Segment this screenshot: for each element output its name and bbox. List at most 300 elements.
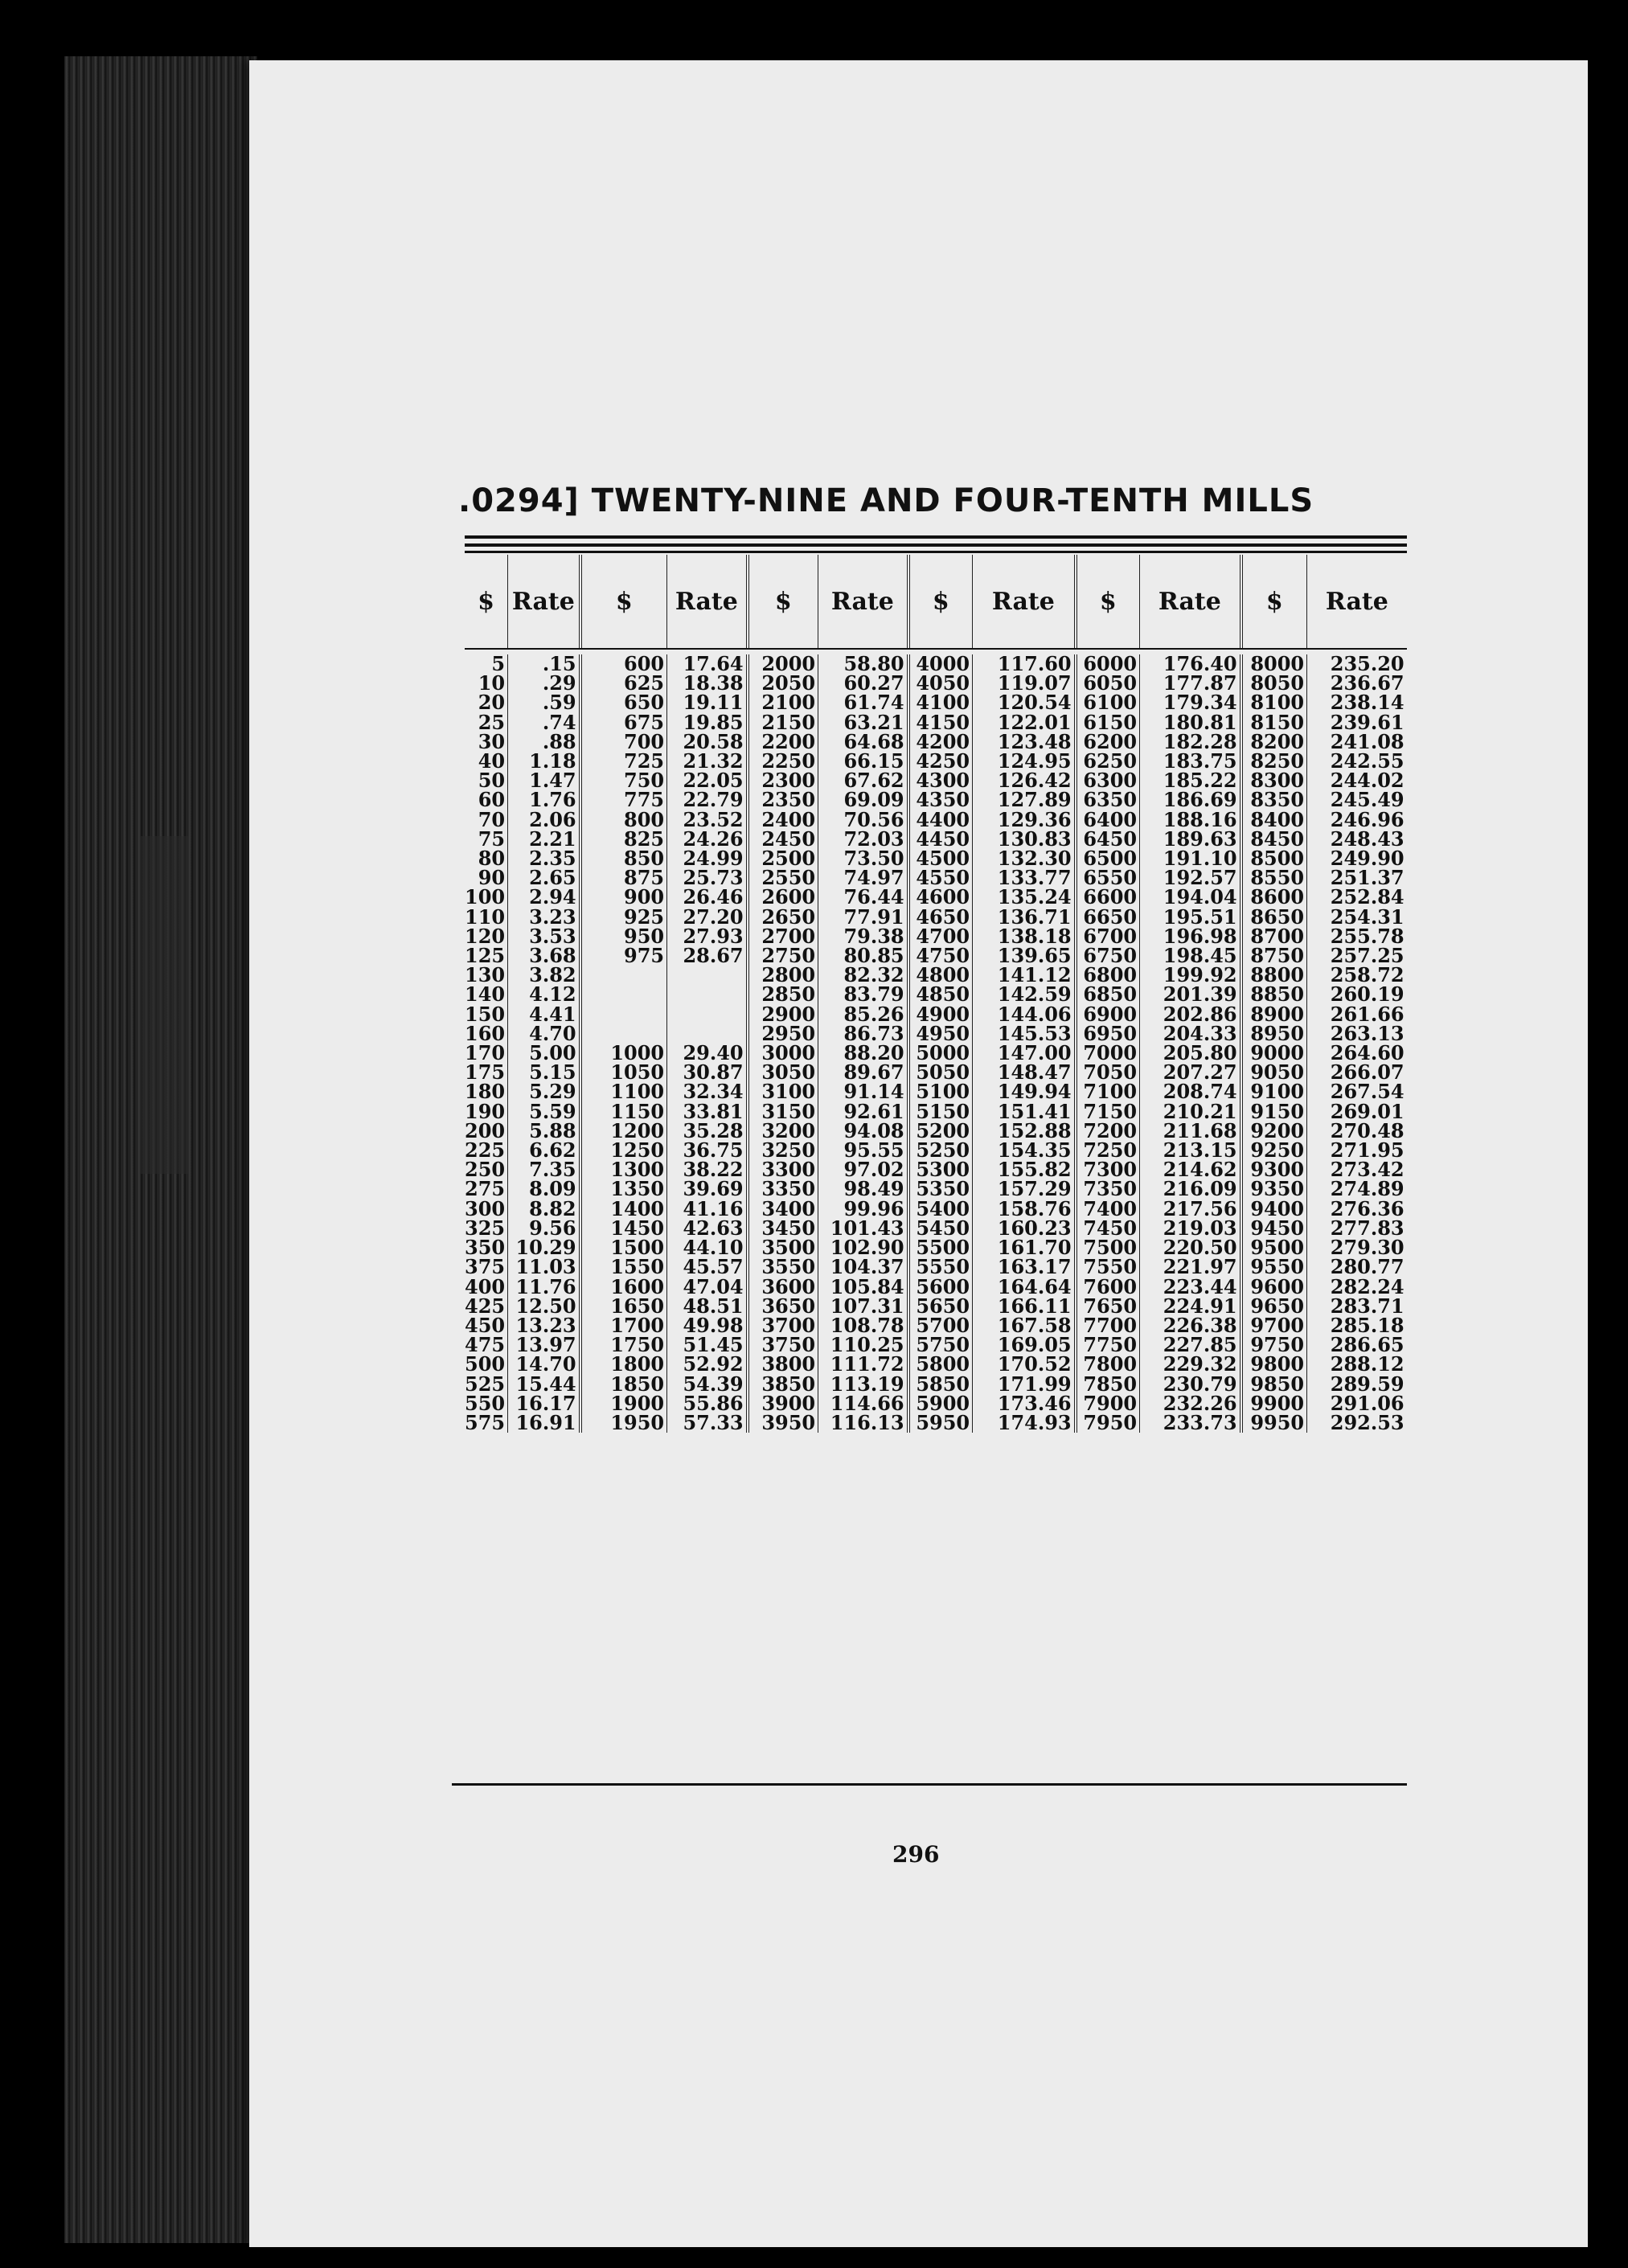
amount-cell: 6750 — [1076, 946, 1140, 966]
rate-cell: 28.67 — [667, 946, 748, 966]
rate-cell: 183.75 — [1140, 752, 1241, 771]
rate-cell: 276.36 — [1330, 1196, 1405, 1220]
amount-cell: 2150 — [748, 713, 818, 732]
amount-cell: 425 — [465, 1297, 508, 1316]
amount-cell: 7750 — [1076, 1335, 1140, 1355]
rate-cell: 2.94 — [508, 888, 580, 907]
amount-cell: 70 — [465, 810, 508, 830]
amount-cell: 8350 — [1241, 790, 1307, 810]
amount-cell: 8000 — [1241, 654, 1307, 674]
amount-cell: 7400 — [1076, 1200, 1140, 1219]
rate-cell: 279.30 — [1330, 1236, 1405, 1260]
amount-cell: 5150 — [908, 1102, 973, 1122]
rate-cell: 126.42 — [973, 771, 1076, 790]
rate-cell: 123.48 — [973, 732, 1076, 752]
amount-cell: 475 — [465, 1335, 508, 1355]
amount-cell: 1800 — [580, 1355, 667, 1374]
rate-cell: 117.60 — [973, 654, 1076, 674]
amount-cell: 7800 — [1076, 1355, 1140, 1374]
amount-cell: 7600 — [1076, 1278, 1140, 1297]
rate-cell: 277.83 — [1330, 1216, 1405, 1240]
rate-cell: 8.82 — [508, 1200, 580, 1219]
amount-cell: 4450 — [908, 830, 973, 849]
amount-cell: 7200 — [1076, 1122, 1140, 1141]
amount-cell: 2700 — [748, 927, 818, 946]
amount-cell: 8100 — [1241, 693, 1307, 712]
amount-cell: 1950 — [580, 1413, 667, 1433]
amount-cell: 4250 — [908, 752, 973, 771]
amount-cell: 400 — [465, 1278, 508, 1297]
amount-cell: 3650 — [748, 1297, 818, 1316]
rate-cell: 257.25 — [1330, 944, 1405, 968]
rate-cell: 77.91 — [818, 908, 908, 927]
rate-cell: 85.26 — [818, 1005, 908, 1024]
rate-cell: 174.93 — [973, 1413, 1076, 1433]
amount-cell: 775 — [580, 790, 667, 810]
amount-cell: 4750 — [908, 946, 973, 966]
amount-cell: 160 — [465, 1024, 508, 1044]
amount-cell: 675 — [580, 713, 667, 732]
amount-cell: 3350 — [748, 1179, 818, 1199]
amount-cell — [580, 966, 667, 985]
amount-cell: 3850 — [748, 1375, 818, 1394]
rate-cell: 105.84 — [818, 1278, 908, 1297]
amount-cell: 4200 — [908, 732, 973, 752]
rate-cell: .88 — [508, 732, 580, 752]
rate-cell: 26.46 — [667, 888, 748, 907]
amount-cell: 3600 — [748, 1278, 818, 1297]
rate-cell: 22.79 — [667, 790, 748, 810]
rate-cell: 201.39 — [1140, 985, 1241, 1004]
rate-cell: 4.70 — [508, 1024, 580, 1044]
rate-cell: 166.11 — [973, 1297, 1076, 1316]
rate-cell: 2.06 — [508, 810, 580, 830]
amount-cell: 9150 — [1241, 1102, 1307, 1122]
rate-cell: 16.91 — [508, 1413, 580, 1433]
rate-cell: 232.26 — [1140, 1394, 1241, 1413]
rate-cell: 196.98 — [1140, 927, 1241, 946]
amount-header: $ — [580, 555, 667, 648]
amount-cell: 375 — [465, 1257, 508, 1277]
rate-cell: 163.17 — [973, 1257, 1076, 1277]
rate-cell: 158.76 — [973, 1200, 1076, 1219]
amount-cell: 4150 — [908, 713, 973, 732]
rate-cell: .59 — [508, 693, 580, 712]
amount-cell: 9250 — [1241, 1141, 1307, 1160]
rate-cell: 245.49 — [1330, 788, 1405, 812]
amount-cell: 2550 — [748, 868, 818, 888]
rate-cell: 176.40 — [1140, 654, 1241, 674]
amount-cell: 5500 — [908, 1238, 973, 1257]
amount-cell: 5700 — [908, 1316, 973, 1335]
rate-cell: 61.74 — [818, 693, 908, 712]
top-rule — [465, 543, 1407, 547]
amount-cell: 4400 — [908, 810, 973, 830]
rate-cell: 248.43 — [1330, 826, 1405, 851]
page-number: 296 — [892, 1841, 940, 1868]
amount-cell: 5200 — [908, 1122, 973, 1141]
rate-cell: 41.16 — [667, 1200, 748, 1219]
amount-cell: 3200 — [748, 1122, 818, 1141]
rate-cell: 119.07 — [973, 674, 1076, 693]
amount-cell: 80 — [465, 849, 508, 868]
rate-cell: 154.35 — [973, 1141, 1076, 1160]
rate-cell: 164.64 — [973, 1278, 1076, 1297]
rate-cell: 2.35 — [508, 849, 580, 868]
rate-cell: 48.51 — [667, 1297, 748, 1316]
rate-cell: 291.06 — [1330, 1391, 1405, 1415]
rate-cell: 22.05 — [667, 771, 748, 790]
amount-cell: 9450 — [1241, 1219, 1307, 1238]
amount-cell: 8050 — [1241, 674, 1307, 693]
rate-cell: 227.85 — [1140, 1335, 1241, 1355]
rate-cell: 273.42 — [1330, 1158, 1405, 1182]
rate-cell: 230.79 — [1140, 1375, 1241, 1394]
rate-cell: 110.25 — [818, 1335, 908, 1355]
amount-cell: 825 — [580, 830, 667, 849]
rate-cell: 45.57 — [667, 1257, 748, 1277]
amount-cell: 700 — [580, 732, 667, 752]
rate-cell: 99.96 — [818, 1200, 908, 1219]
rate-cell: 1.76 — [508, 790, 580, 810]
rate-cell: 5.15 — [508, 1063, 580, 1082]
rate-cell: 20.58 — [667, 732, 748, 752]
amount-cell: 5600 — [908, 1278, 973, 1297]
rate-cell: 269.01 — [1330, 1099, 1405, 1123]
rate-cell: 157.29 — [973, 1179, 1076, 1199]
amount-cell: 575 — [465, 1413, 508, 1433]
rate-cell: 255.78 — [1330, 924, 1405, 948]
rate-cell: 67.62 — [818, 771, 908, 790]
amount-cell: 2350 — [748, 790, 818, 810]
rate-cell: 170.52 — [973, 1355, 1076, 1374]
amount-cell: 875 — [580, 868, 667, 888]
amount-cell: 1050 — [580, 1063, 667, 1082]
rate-cell: 221.97 — [1140, 1257, 1241, 1277]
rate-cell: 47.04 — [667, 1278, 748, 1297]
rate-cell: 144.06 — [973, 1005, 1076, 1024]
amount-cell: 6550 — [1076, 868, 1140, 888]
rate-cell: 9.56 — [508, 1219, 580, 1238]
amount-cell: 2600 — [748, 888, 818, 907]
rate-cell: 130.83 — [973, 830, 1076, 849]
rate-cell: 66.15 — [818, 752, 908, 771]
amount-cell: 4900 — [908, 1005, 973, 1024]
amount-cell: 6900 — [1076, 1005, 1140, 1024]
rate-cell: 8.09 — [508, 1179, 580, 1199]
amount-header: $ — [1076, 555, 1140, 648]
rate-cell: 19.85 — [667, 713, 748, 732]
amount-cell: 850 — [580, 849, 667, 868]
rate-cell: 13.97 — [508, 1335, 580, 1355]
amount-cell: 1600 — [580, 1278, 667, 1297]
rate-cell: 177.87 — [1140, 674, 1241, 693]
rate-cell: 139.65 — [973, 946, 1076, 966]
amount-cell: 325 — [465, 1219, 508, 1238]
rate-cell: 80.85 — [818, 946, 908, 966]
rate-cell: 1.18 — [508, 752, 580, 771]
amount-cell: 6400 — [1076, 810, 1140, 830]
rate-cell: 120.54 — [973, 693, 1076, 712]
rate-cell: 94.08 — [818, 1122, 908, 1141]
rate-cell: 36.75 — [667, 1141, 748, 1160]
rate-cell: 76.44 — [818, 888, 908, 907]
amount-cell: 5450 — [908, 1219, 973, 1238]
amount-cell: 20 — [465, 693, 508, 712]
rate-cell: 288.12 — [1330, 1352, 1405, 1376]
rate-cell: 191.10 — [1140, 849, 1241, 868]
rate-cell: 235.20 — [1330, 652, 1405, 675]
rate-cell: 107.31 — [818, 1297, 908, 1316]
amount-cell: 6850 — [1076, 985, 1140, 1004]
amount-cell: 5 — [465, 654, 508, 674]
amount-header: $ — [748, 555, 818, 648]
amount-cell: 140 — [465, 985, 508, 1004]
rate-cell: 216.09 — [1140, 1179, 1241, 1199]
amount-cell: 1450 — [580, 1219, 667, 1238]
rate-cell: 27.20 — [667, 908, 748, 927]
rate-cell: 3.68 — [508, 946, 580, 966]
rate-cell: 10.29 — [508, 1238, 580, 1257]
rate-cell: 132.30 — [973, 849, 1076, 868]
rate-cell: 69.09 — [818, 790, 908, 810]
amount-cell: 7050 — [1076, 1063, 1140, 1082]
amount-cell: 1350 — [580, 1179, 667, 1199]
amount-cell — [580, 985, 667, 1004]
amount-cell: 9550 — [1241, 1257, 1307, 1277]
amount-cell: 625 — [580, 674, 667, 693]
rate-cell: 72.03 — [818, 830, 908, 849]
bottom-rule — [452, 1783, 1407, 1786]
table-header-row — [465, 555, 1407, 648]
rate-cell: 92.61 — [818, 1102, 908, 1122]
amount-cell: 8950 — [1241, 1024, 1307, 1044]
rate-cell: 149.94 — [973, 1082, 1076, 1101]
rate-cell: 145.53 — [973, 1024, 1076, 1044]
rate-cell — [667, 1005, 748, 1024]
rate-cell: 251.37 — [1330, 866, 1405, 890]
rate-cell: 274.89 — [1330, 1177, 1405, 1201]
rate-table — [465, 555, 1407, 1433]
rate-cell: 155.82 — [973, 1160, 1076, 1179]
rate-cell: 207.27 — [1140, 1063, 1241, 1082]
amount-cell: 6950 — [1076, 1024, 1140, 1044]
amount-cell: 4950 — [908, 1024, 973, 1044]
amount-cell: 4600 — [908, 888, 973, 907]
rate-cell: 15.44 — [508, 1375, 580, 1394]
rate-cell: 60.27 — [818, 674, 908, 693]
amount-cell: 450 — [465, 1316, 508, 1335]
amount-cell: 5000 — [908, 1044, 973, 1063]
rate-cell: 241.08 — [1330, 729, 1405, 753]
table-row — [465, 1257, 1407, 1277]
amount-cell: 175 — [465, 1063, 508, 1082]
rate-cell: 86.73 — [818, 1024, 908, 1044]
amount-cell: 9300 — [1241, 1160, 1307, 1179]
rate-cell: 223.44 — [1140, 1278, 1241, 1297]
amount-header: $ — [908, 555, 973, 648]
amount-cell: 8850 — [1241, 985, 1307, 1004]
rate-cell: 135.24 — [973, 888, 1076, 907]
rate-cell: 236.67 — [1330, 671, 1405, 695]
rate-cell: 35.28 — [667, 1122, 748, 1141]
amount-cell: 60 — [465, 790, 508, 810]
amount-cell: 6450 — [1076, 830, 1140, 849]
rate-cell: 14.70 — [508, 1355, 580, 1374]
amount-cell: 900 — [580, 888, 667, 907]
rate-cell: 25.73 — [667, 868, 748, 888]
amount-cell: 1500 — [580, 1238, 667, 1257]
rate-cell: 141.12 — [973, 966, 1076, 985]
rate-cell: 58.80 — [818, 654, 908, 674]
amount-cell: 6800 — [1076, 966, 1140, 985]
rate-cell: 254.31 — [1330, 904, 1405, 929]
rate-cell: 220.50 — [1140, 1238, 1241, 1257]
amount-cell: 6500 — [1076, 849, 1140, 868]
amount-cell: 75 — [465, 830, 508, 849]
amount-cell: 5650 — [908, 1297, 973, 1316]
rate-cell: 98.49 — [818, 1179, 908, 1199]
rate-cell: 83.79 — [818, 985, 908, 1004]
rate-header: Rate — [508, 555, 580, 648]
rate-cell: 264.60 — [1330, 1041, 1405, 1065]
rate-cell: 63.21 — [818, 713, 908, 732]
amount-cell: 5950 — [908, 1413, 973, 1433]
amount-cell: 1400 — [580, 1200, 667, 1219]
rate-cell: 195.51 — [1140, 908, 1241, 927]
rate-cell: 285.18 — [1330, 1313, 1405, 1337]
rate-cell: 82.32 — [818, 966, 908, 985]
rate-cell: 102.90 — [818, 1238, 908, 1257]
rate-cell: 205.80 — [1140, 1044, 1241, 1063]
amount-cell: 8300 — [1241, 771, 1307, 790]
rate-cell: 244.02 — [1330, 769, 1405, 793]
amount-cell: 9050 — [1241, 1063, 1307, 1082]
amount-cell: 9000 — [1241, 1044, 1307, 1063]
rate-cell: 213.15 — [1140, 1141, 1241, 1160]
rate-cell: 74.97 — [818, 868, 908, 888]
rate-cell: 30.87 — [667, 1063, 748, 1082]
amount-cell: 100 — [465, 888, 508, 907]
rate-cell: 13.23 — [508, 1316, 580, 1335]
rate-cell: 24.26 — [667, 830, 748, 849]
amount-cell: 8250 — [1241, 752, 1307, 771]
rate-cell: 57.33 — [667, 1413, 748, 1433]
amount-cell: 110 — [465, 908, 508, 927]
rate-cell: .29 — [508, 674, 580, 693]
amount-cell: 1300 — [580, 1160, 667, 1179]
amount-cell: 1700 — [580, 1316, 667, 1335]
rate-cell: 136.71 — [973, 908, 1076, 927]
rate-cell: 152.88 — [973, 1122, 1076, 1141]
amount-cell: 8900 — [1241, 1005, 1307, 1024]
amount-cell: 9100 — [1241, 1082, 1307, 1101]
amount-cell: 125 — [465, 946, 508, 966]
amount-cell: 300 — [465, 1200, 508, 1219]
amount-cell: 225 — [465, 1141, 508, 1160]
rate-cell: 101.43 — [818, 1219, 908, 1238]
amount-cell: 2900 — [748, 1005, 818, 1024]
rate-cell: 114.66 — [818, 1394, 908, 1413]
amount-cell: 4800 — [908, 966, 973, 985]
amount-cell: 600 — [580, 654, 667, 674]
amount-cell: 6100 — [1076, 693, 1140, 712]
rate-cell: 88.20 — [818, 1044, 908, 1063]
rate-header: Rate — [667, 555, 748, 648]
amount-cell: 5300 — [908, 1160, 973, 1179]
amount-cell: 6300 — [1076, 771, 1140, 790]
amount-cell — [580, 1005, 667, 1024]
rate-cell: 17.64 — [667, 654, 748, 674]
amount-cell: 7700 — [1076, 1316, 1140, 1335]
amount-cell: 3100 — [748, 1082, 818, 1101]
header-rule — [465, 648, 1407, 650]
rate-cell: 64.68 — [818, 732, 908, 752]
rate-cell: 242.55 — [1330, 749, 1405, 773]
amount-cell: 7000 — [1076, 1044, 1140, 1063]
rate-header: Rate — [973, 555, 1076, 648]
rate-cell: 192.57 — [1140, 868, 1241, 888]
rate-cell: 271.95 — [1330, 1138, 1405, 1163]
amount-cell: 3150 — [748, 1102, 818, 1122]
rate-header: Rate — [818, 555, 908, 648]
rate-cell: 283.71 — [1330, 1294, 1405, 1318]
rate-cell: 260.19 — [1330, 982, 1405, 1007]
amount-cell: 925 — [580, 908, 667, 927]
rate-cell: 129.36 — [973, 810, 1076, 830]
rate-cell: 11.76 — [508, 1278, 580, 1297]
rate-cell: 5.29 — [508, 1082, 580, 1101]
amount-cell: 1200 — [580, 1122, 667, 1141]
rate-cell: 258.72 — [1330, 963, 1405, 987]
rate-cell: 116.13 — [818, 1413, 908, 1433]
amount-cell: 7950 — [1076, 1413, 1140, 1433]
rate-cell: 39.69 — [667, 1179, 748, 1199]
amount-cell: 3900 — [748, 1394, 818, 1413]
amount-cell: 975 — [580, 946, 667, 966]
rate-cell: 133.77 — [973, 868, 1076, 888]
rate-cell: 52.92 — [667, 1355, 748, 1374]
rate-cell: 5.88 — [508, 1122, 580, 1141]
rate-cell: 49.98 — [667, 1316, 748, 1335]
rate-cell: 2.65 — [508, 868, 580, 888]
rate-cell: 151.41 — [973, 1102, 1076, 1122]
amount-header: $ — [1241, 555, 1307, 648]
amount-cell: 2500 — [748, 849, 818, 868]
amount-cell: 4550 — [908, 868, 973, 888]
amount-cell: 170 — [465, 1044, 508, 1063]
rate-cell: 266.07 — [1330, 1060, 1405, 1085]
amount-cell: 1550 — [580, 1257, 667, 1277]
amount-cell: 1650 — [580, 1297, 667, 1316]
rate-cell: 198.45 — [1140, 946, 1241, 966]
amount-cell: 1100 — [580, 1082, 667, 1101]
rate-cell: 270.48 — [1330, 1118, 1405, 1142]
table-row — [465, 693, 1407, 712]
amount-cell: 9950 — [1241, 1413, 1307, 1433]
rate-cell: 147.00 — [973, 1044, 1076, 1063]
table-body — [465, 648, 1407, 1433]
amount-cell: 5750 — [908, 1335, 973, 1355]
rate-cell: 7.35 — [508, 1160, 580, 1179]
rate-cell: 160.23 — [973, 1219, 1076, 1238]
amount-cell: 6600 — [1076, 888, 1140, 907]
rate-cell — [667, 966, 748, 985]
rate-cell: 89.67 — [818, 1063, 908, 1082]
amount-cell: 7500 — [1076, 1238, 1140, 1257]
rate-cell: 189.63 — [1140, 830, 1241, 849]
rate-cell: 127.89 — [973, 790, 1076, 810]
